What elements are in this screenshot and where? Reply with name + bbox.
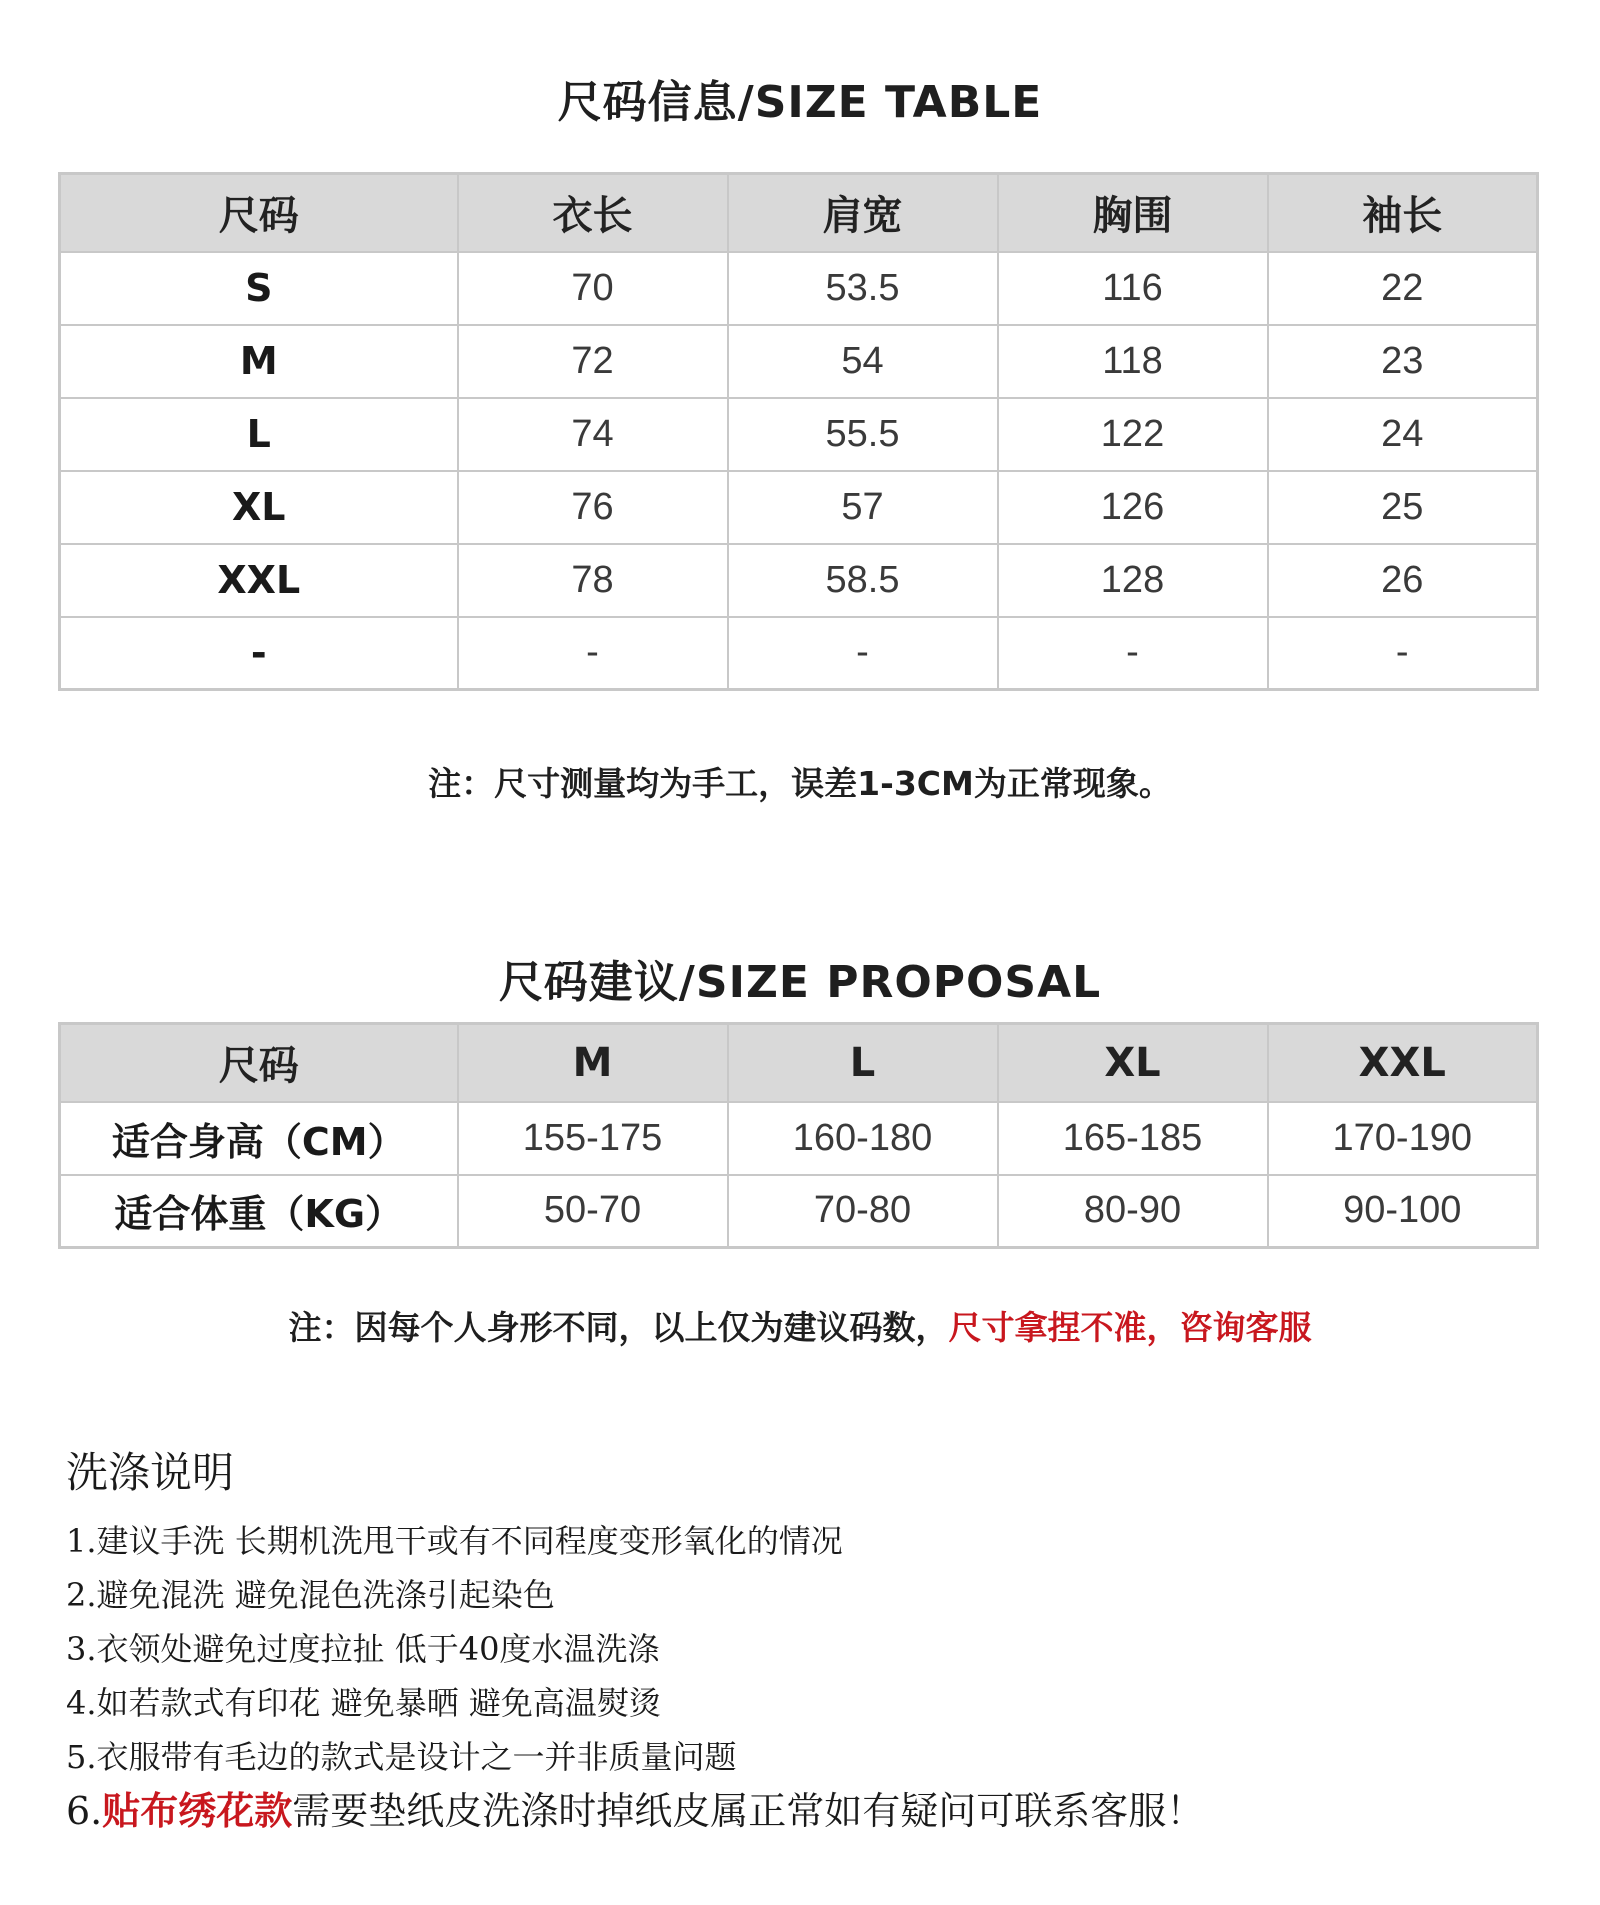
header-sleeve: 袖长 — [1268, 174, 1538, 252]
size-table-header-row — [60, 174, 1538, 252]
table-cell: 53.5 — [728, 252, 998, 325]
list-item: 5.衣服带有毛边的款式是设计之一并非质量问题 — [66, 1738, 737, 1776]
size-table-title: 尺码信息/SIZE TABLE — [557, 77, 1043, 128]
height-label: 适合身高（CM） — [60, 1102, 458, 1175]
table-cell: - — [728, 617, 998, 690]
table-cell: 22 — [1268, 252, 1538, 325]
table-cell: 128 — [998, 544, 1268, 617]
table-cell: 78 — [458, 544, 728, 617]
weight-label: 适合体重（KG） — [60, 1175, 458, 1248]
table-row — [60, 398, 1538, 471]
table-cell: 90-100 — [1268, 1175, 1538, 1248]
table-cell: 74 — [458, 398, 728, 471]
table-row — [60, 325, 1538, 398]
table-cell: 50-70 — [458, 1175, 728, 1248]
size-label: XL — [60, 471, 458, 544]
list-item: 2.避免混洗 避免混色洗涤引起染色 — [66, 1576, 555, 1614]
header-length: 衣长 — [458, 174, 728, 252]
table-cell: 70-80 — [728, 1175, 998, 1248]
table-row — [60, 1175, 1538, 1248]
header-xxl: XXL — [1268, 1024, 1538, 1102]
table-cell: 26 — [1268, 544, 1538, 617]
item-number: 6. — [66, 1789, 103, 1833]
header-m: M — [458, 1024, 728, 1102]
item-text: 需要垫纸皮洗涤时掉纸皮属正常如有疑问可联系客服！ — [292, 1789, 1205, 1833]
table-cell: 57 — [728, 471, 998, 544]
table-cell: 23 — [1268, 325, 1538, 398]
list-item: 3.衣领处避免过度拉扯 低于40度水温洗涤 — [66, 1630, 660, 1668]
header-size: 尺码 — [60, 174, 458, 252]
size-proposal-title: 尺码建议/SIZE PROPOSAL — [498, 957, 1102, 1008]
table-cell: 118 — [998, 325, 1268, 398]
table-cell: - — [458, 617, 728, 690]
size-proposal-table — [58, 1022, 1539, 1249]
table-cell: 155-175 — [458, 1102, 728, 1175]
header-chest: 胸围 — [998, 174, 1268, 252]
table-cell: 25 — [1268, 471, 1538, 544]
size-proposal-note — [0, 1302, 1600, 1349]
table-row — [60, 1102, 1538, 1175]
header-shoulder: 肩宽 — [728, 174, 998, 252]
header-size: 尺码 — [60, 1024, 458, 1102]
header-xl: XL — [998, 1024, 1268, 1102]
table-cell: 170-190 — [1268, 1102, 1538, 1175]
table-cell: - — [998, 617, 1268, 690]
care-instructions — [66, 1440, 1536, 1838]
table-cell: 116 — [998, 252, 1268, 325]
table-cell: 54 — [728, 325, 998, 398]
size-label: - — [60, 617, 458, 690]
size-label: XXL — [60, 544, 458, 617]
table-cell: 72 — [458, 325, 728, 398]
list-item — [66, 1784, 1536, 1838]
item-highlight: 贴布绣花款 — [102, 1788, 293, 1833]
table-row — [60, 544, 1538, 617]
list-item: 4.如若款式有印花 避免暴晒 避免高温熨烫 — [66, 1684, 661, 1722]
size-label: M — [60, 325, 458, 398]
table-cell: 122 — [998, 398, 1268, 471]
care-title: 洗涤说明 — [66, 1448, 235, 1497]
list-item: 1.建议手洗 长期机洗甩干或有不同程度变形氧化的情况 — [66, 1522, 843, 1560]
table-cell: 160-180 — [728, 1102, 998, 1175]
size-table-note: 注：尺寸测量均为手工，误差1-3CM为正常现象。 — [428, 764, 1172, 803]
table-cell: - — [1268, 617, 1538, 690]
table-row — [60, 471, 1538, 544]
table-row — [60, 617, 1538, 690]
table-row — [60, 252, 1538, 325]
table-cell: 165-185 — [998, 1102, 1268, 1175]
table-cell: 70 — [458, 252, 728, 325]
table-cell: 55.5 — [728, 398, 998, 471]
header-l: L — [728, 1024, 998, 1102]
size-table — [58, 172, 1539, 691]
size-label: S — [60, 252, 458, 325]
table-cell: 76 — [458, 471, 728, 544]
size-label: L — [60, 398, 458, 471]
table-cell: 24 — [1268, 398, 1538, 471]
note-text: 注：因每个人身形不同，以上仅为建议码数， — [288, 1308, 949, 1347]
note-warning: 尺寸拿捏不准，咨询客服 — [948, 1308, 1312, 1347]
table-cell: 58.5 — [728, 544, 998, 617]
proposal-header-row — [60, 1024, 1538, 1102]
table-cell: 126 — [998, 471, 1268, 544]
table-cell: 80-90 — [998, 1175, 1268, 1248]
